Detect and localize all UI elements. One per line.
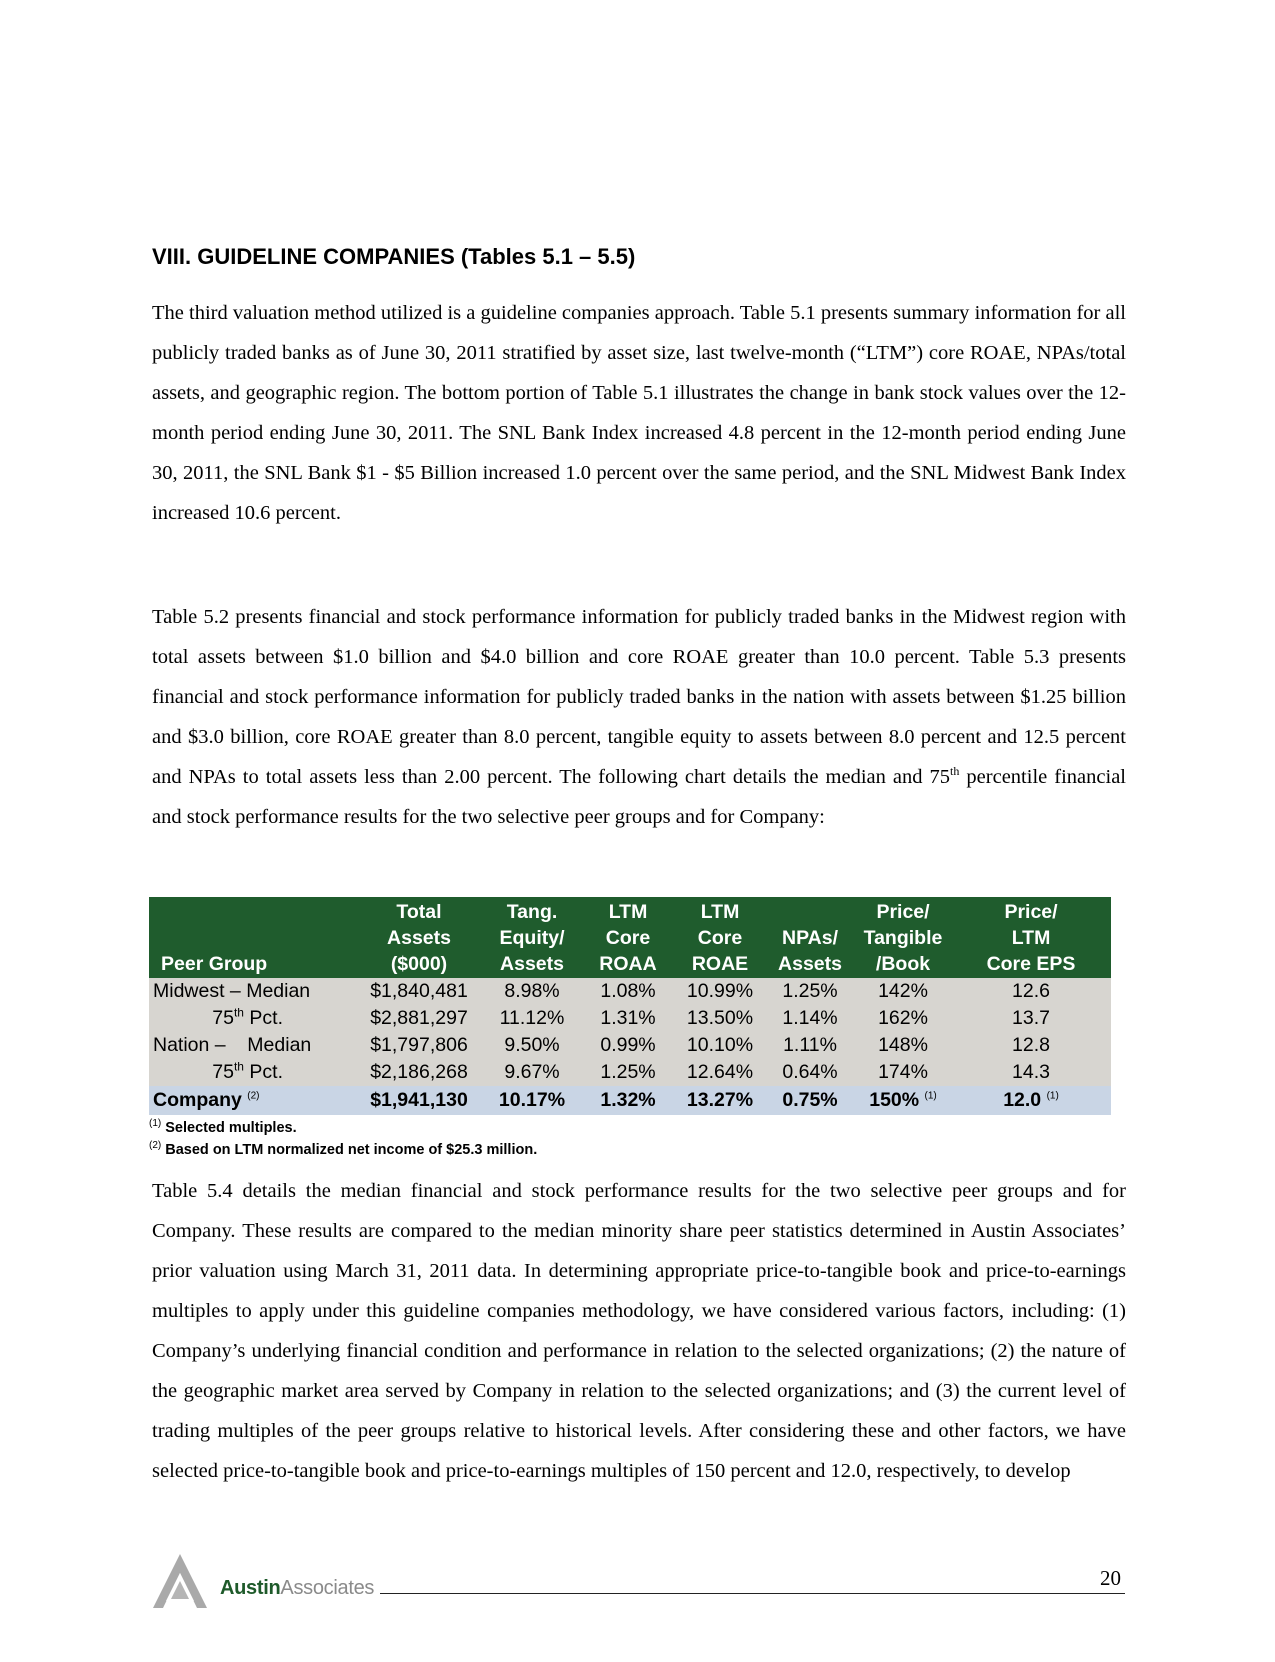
row-group-label: Nation – Median <box>153 1034 312 1056</box>
table-header-row <box>149 897 1111 978</box>
company-row <box>149 1086 1111 1115</box>
company-total-assets: $1,941,130 <box>370 1089 468 1111</box>
paragraph-2 <box>152 597 1126 837</box>
company-tang-equity: 10.17% <box>498 1089 566 1111</box>
company-price-tangible-book: 150% $^{(1)}$ <box>869 1089 937 1111</box>
paragraph-1: The third valuation method utilized is a guideline companies approach. Table 5.1 presents summary information for all publicly traded banks as of June 30, 2011 stratified by asset size, last twelve-month (“LTM”) core ROAE, NPAs/total assets, and geographic region. The bottom portion of Table 5.1 illustrates the change in bank stock values over the 12-month period ending June 30, 2011. The SNL Bank Index increased 4.8 percent in the 12-month period ending June 30, 2011, the SNL Bank $1 - $5 Billion increased 1.0 percent over the same period, and the SNL Midwest Bank Index increased 10.6 percent. <box>152 302 1126 524</box>
table-row <box>149 1059 1111 1086</box>
footnote-2: $^{(2)}$ Based on LTM normalized net income of $25.3 million. <box>149 1140 538 1158</box>
cell-price-tangible-book: 142% <box>878 980 928 1002</box>
cell-tang-equity: 11.12% <box>499 1007 565 1029</box>
austin-associates-logo-icon <box>150 1551 210 1611</box>
section-heading: VIII. GUIDELINE COMPANIES (Tables 5.1 – 5.5) <box>152 244 636 269</box>
header-ltm-core-roaa: LTM Core ROAA <box>599 901 657 975</box>
paragraph-2-text-b: percentile financial and stock performance results for the two selective peer groups and for Company: <box>152 766 1126 828</box>
header-tang-equity: Tang. Equity/ Assets <box>499 901 565 975</box>
header-price-ltm-core-eps: Price/ LTM Core EPS <box>986 901 1076 975</box>
cell-npas: 1.14% <box>782 1007 838 1029</box>
header-total-assets: Total Assets ($000) <box>387 901 451 975</box>
header-ltm-core-roae: LTM Core ROAE <box>691 901 749 975</box>
header-peer-group: Peer Group <box>161 953 268 975</box>
row-group-label: Midwest – Median <box>153 980 311 1002</box>
cell-price-tangible-book: 174% <box>878 1061 928 1083</box>
footnote-1: $^{(1)}$ Selected multiples. <box>149 1118 297 1136</box>
cell-tang-equity: 9.67% <box>504 1061 560 1083</box>
cell-price-tangible-book: 148% <box>878 1034 928 1056</box>
cell-tang-equity: 9.50% <box>504 1034 560 1056</box>
cell-total-assets: $1,840,481 <box>370 980 468 1002</box>
cell-roaa: 1.31% <box>600 1007 656 1029</box>
company-roaa: 1.32% <box>600 1089 656 1111</box>
table-row <box>149 1032 1111 1059</box>
company-roae: 13.27% <box>686 1089 754 1111</box>
cell-npas: 1.11% <box>783 1034 837 1056</box>
table-row <box>149 978 1111 1005</box>
peer-comparison-table <box>149 897 1111 1115</box>
cell-tang-equity: 8.98% <box>504 980 560 1002</box>
cell-roae: 13.50% <box>686 1007 754 1029</box>
table-row <box>149 1005 1111 1032</box>
cell-roaa: 1.08% <box>600 980 656 1002</box>
footer-rule <box>380 1593 1125 1594</box>
header-npas-assets: NPAs/ Assets <box>778 927 842 975</box>
company-npas: 0.75% <box>782 1089 838 1111</box>
footer-brand: AustinAssociates <box>220 1577 375 1599</box>
cell-price-eps: 13.7 <box>1012 1007 1050 1029</box>
cell-price-eps: 12.8 <box>1012 1034 1050 1056</box>
cell-roae: 12.64% <box>686 1061 754 1083</box>
cell-roaa: 0.99% <box>600 1034 656 1056</box>
cell-npas: 1.25% <box>782 980 838 1002</box>
page-number: 20 <box>1100 1566 1121 1590</box>
paragraph-2-text-a: Table 5.2 presents financial and stock performance information for publicly traded banks in the Midwest region with total assets between $1.0 billion and $4.0 billion and core ROAE greater than 10.0 percent. Table 5.3 presents financial and stock performance information for publicly traded banks in the nation with assets between $1.25 billion and $3.0 billion, core ROAE greater than 8.0 percent, tangible equity to assets between 8.0 percent and 12.5 percent and NPAs to total assets less than 2.00 percent. The following chart details the median and 75 <box>152 606 1126 788</box>
cell-total-assets: $2,881,297 <box>370 1007 468 1029</box>
cell-price-eps: 14.3 <box>1012 1061 1050 1083</box>
cell-price-tangible-book: 162% <box>878 1007 928 1029</box>
cell-roaa: 1.25% <box>600 1061 656 1083</box>
company-label: Company $^{(2)}$ <box>153 1089 260 1111</box>
cell-roae: 10.99% <box>686 980 754 1002</box>
company-price-eps: 12.0 $^{(1)}$ <box>1003 1089 1059 1111</box>
cell-total-assets: $1,797,806 <box>370 1034 468 1056</box>
row-group-label: 75th Pct. <box>212 1059 283 1083</box>
cell-total-assets: $2,186,268 <box>370 1061 468 1083</box>
paragraph-3: Table 5.4 details the median financial and stock performance results for the two selective peer groups and for Company. These results are compared to the median minority share peer statistics determined in Austin Associates’ prior valuation using March 31, 2011 data. In determining appropriate price-to-tangible book and price-to-earnings multiples to apply under this guideline companies methodology, we have considered various factors, including: (1) Company’s underlying financial condition and performance in relation to the selected organizations; (2) the nature of the geographic market area served by Company in relation to the selected organizations; and (3) the current level of trading multiples of the peer groups relative to historical levels. After considering these and other factors, we have selected price-to-tangible book and price-to-earnings multiples of 150 percent and 12.0, respectively, to develop <box>152 1180 1126 1482</box>
cell-npas: 0.64% <box>782 1061 838 1083</box>
row-group-label: 75th Pct. <box>212 1005 283 1029</box>
header-price-tangible-book: Price/ Tangible /Book <box>863 901 943 975</box>
cell-roae: 10.10% <box>686 1034 754 1056</box>
paragraph-2-superscript: th <box>950 764 960 779</box>
cell-price-eps: 12.6 <box>1012 980 1050 1002</box>
